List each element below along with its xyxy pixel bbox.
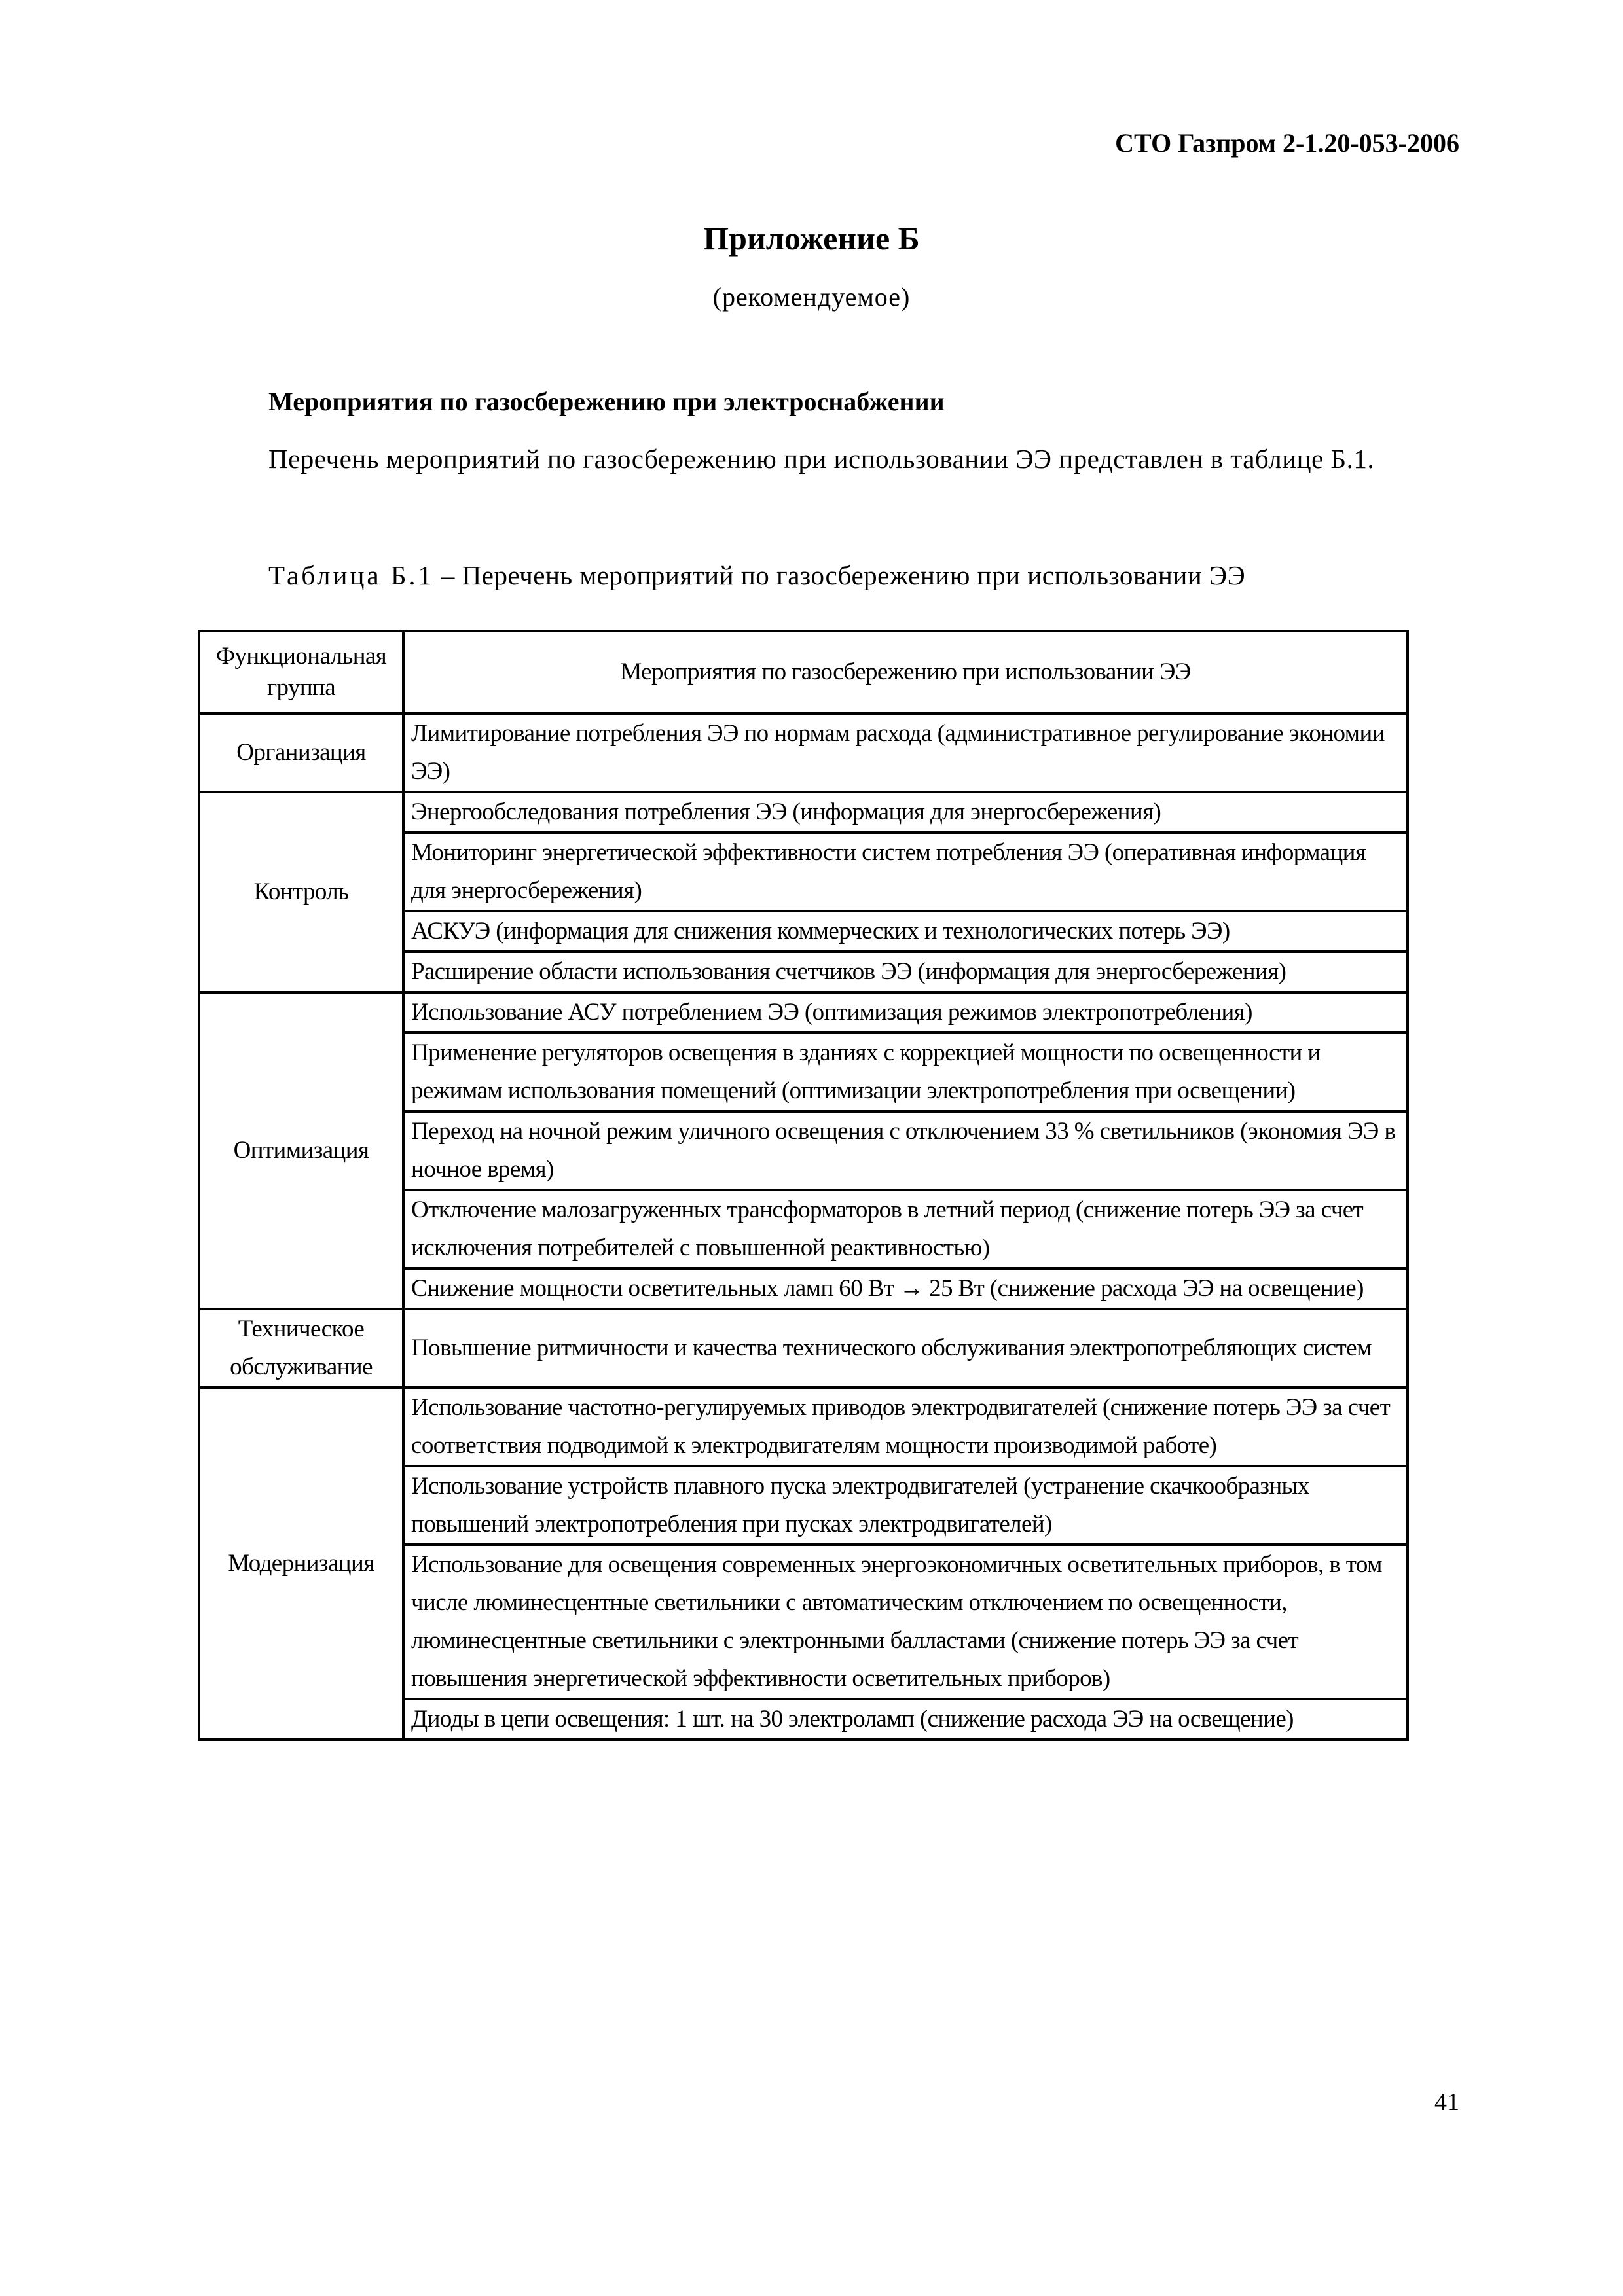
measure-cell: Использование для освещения современных энергоэкономичных осветительных приборов, в том числе люминесцентные светильники с автоматическим отключением по освещенности, люминесцентные светильники с электронными балластами (снижение потерь ЭЭ за счет повышения энергетической эффективности осветительных приборов)	[403, 1545, 1408, 1699]
measure-cell: Использование устройств плавного пуска электродвигателей (устранение скачкообразных повышений электропотребления при пусках электродвигателей)	[403, 1466, 1408, 1545]
measure-cell: Мониторинг энергетической эффективности систем потребления ЭЭ (оперативная информация для энергосбережения)	[403, 833, 1408, 911]
appendix-title: Приложение Б	[703, 220, 920, 257]
measure-cell: Снижение мощности осветительных ламп 60 Вт → 25 Вт (снижение расхода ЭЭ на освещение)	[403, 1268, 1408, 1309]
measure-cell: Лимитирование потребления ЭЭ по нормам расхода (административное регулирование экономии ЭЭ)	[403, 713, 1408, 792]
table-row	[199, 1388, 1408, 1466]
group-cell: Техническое обслуживание	[199, 1309, 403, 1388]
intro-paragraph: Перечень мероприятий по газосбережению при использовании ЭЭ представлен в таблице Б.1.	[268, 444, 1375, 474]
table-caption-label: Таблица Б.1	[268, 560, 435, 590]
group-cell: Оптимизация	[199, 992, 403, 1309]
appendix-subtitle: (рекомендуемое)	[712, 282, 911, 312]
measure-cell: Использование частотно-регулируемых приводов электродвигателей (снижение потерь ЭЭ за счет соответствия подводимой к электродвигателям мощности производимой работе)	[403, 1388, 1408, 1466]
measure-cell: Диоды в цепи освещения: 1 шт. на 30 электроламп (снижение расхода ЭЭ на освещение)	[403, 1699, 1408, 1740]
section-heading: Мероприятия по газосбережению при электроснабжении	[268, 387, 945, 416]
measure-cell: Переход на ночной режим уличного освещения с отключением 33 % светильников (экономия ЭЭ в ночное время)	[403, 1111, 1408, 1190]
table-header-row	[199, 631, 1408, 713]
measure-cell: Энергообследования потребления ЭЭ (информация для энергосбережения)	[403, 792, 1408, 833]
table-row	[199, 792, 1408, 833]
group-cell: Модернизация	[199, 1388, 403, 1740]
measures-table	[198, 630, 1409, 1741]
table-row	[199, 992, 1408, 1033]
measure-cell: Расширение области использования счетчиков ЭЭ (информация для энергосбережения)	[403, 952, 1408, 992]
measure-cell: Отключение малозагруженных трансформаторов в летний период (снижение потерь ЭЭ за счет исключения потребителей с повышенной реактивностью)	[403, 1190, 1408, 1268]
document-code: СТО Газпром 2-1.20-053-2006	[1115, 128, 1459, 158]
measure-cell: Использование АСУ потреблением ЭЭ (оптимизация режимов электропотребления)	[403, 992, 1408, 1033]
page-number: 41	[1434, 2089, 1459, 2116]
header-measures: Мероприятия по газосбережению при использовании ЭЭ	[403, 631, 1408, 713]
table-row	[199, 713, 1408, 792]
measure-cell: Повышение ритмичности и качества технического обслуживания электропотребляющих систем	[403, 1309, 1408, 1388]
table-caption-text: – Перечень мероприятий по газосбережению при использовании ЭЭ	[434, 560, 1246, 590]
table-row	[199, 1309, 1408, 1388]
measure-cell: АСКУЭ (информация для снижения коммерческих и технологических потерь ЭЭ)	[403, 911, 1408, 952]
measure-cell: Применение регуляторов освещения в зданиях с коррекцией мощности по освещенности и режимам использования помещений (оптимизации электропотребления при освещении)	[403, 1033, 1408, 1111]
group-cell: Контроль	[199, 792, 403, 992]
group-cell: Организация	[199, 713, 403, 792]
header-group: Функциональная группа	[199, 631, 403, 713]
table-caption	[268, 560, 1245, 591]
